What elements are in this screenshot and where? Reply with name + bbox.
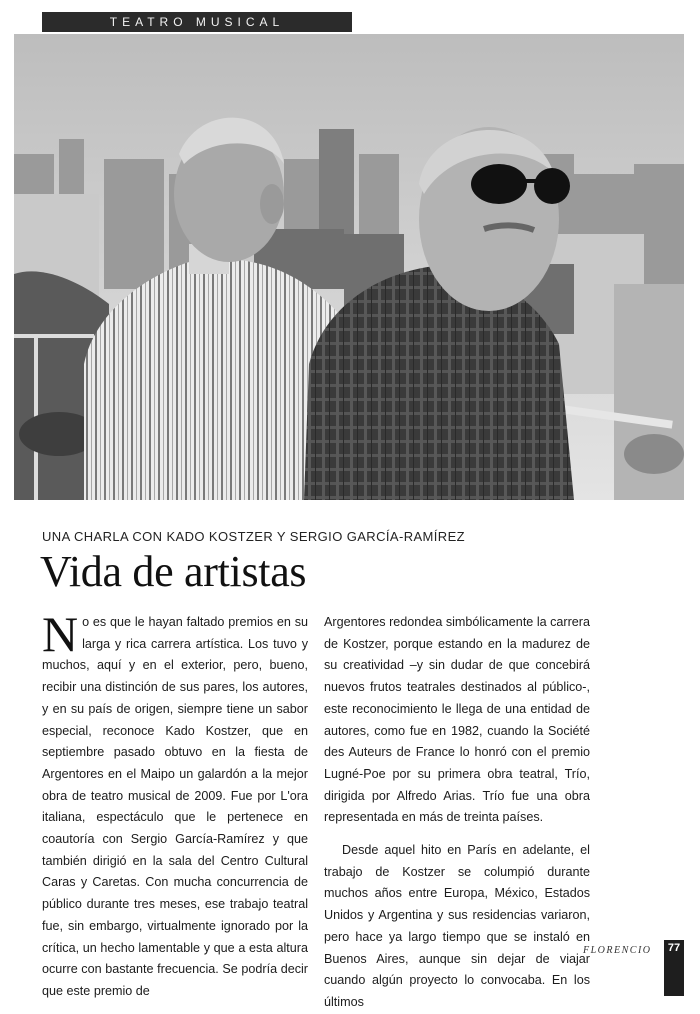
section-label: TEATRO MUSICAL xyxy=(42,12,352,32)
article-column-left xyxy=(42,606,308,1003)
page-edge-bar xyxy=(664,956,684,996)
magazine-brand: FLORENCIO xyxy=(583,945,652,956)
article-paragraph: Argentores redondea simbólicamente la carrera de Kostzer, porque estando en la madurez de su creatividad –y sin dudar de que concebirá nuevos frutos teatrales destinados al público-, este reconocimiento le llega de una entidad de autores, como fue en 1982, cuando la Société des Auteurs de France lo honró con el premio Lugné-Poe por su primera obra teatral, Trío, dirigida por Alfredo Arias. Trío fue una obra representada en más de treinta países. xyxy=(324,615,591,825)
article-paragraph: Desde aquel hito en París en adelante, el trabajo de Kostzer se columpió durante muchos años entre Europa, México, Estados Unidos y Argentina y sus residencias variaron, pero hace ya largo tiempo que se instaló en Buenos Aires, aunque sin dejar de viajar cuando algún proyecto lo convocaba. En los últimos xyxy=(324,843,590,1009)
article-photo xyxy=(14,34,684,500)
article-kicker: UNA CHARLA CON KADO KOSTZER Y SERGIO GARCÍA-RAMÍREZ xyxy=(42,529,465,544)
dropcap: N xyxy=(42,606,79,662)
article-headline: Vida de artistas xyxy=(40,547,307,596)
photo-two-men-rooftop xyxy=(14,34,684,500)
article-paragraph xyxy=(42,606,308,1003)
article-column-right xyxy=(324,612,590,1014)
paragraph-text: o es que le hayan faltado premios en su larga y rica carrera artística. Los tuvo y muchos, aquí y en el exterior, pero, bueno, recibir una distinción de sus pares, los autores, y en su país de origen, siempre tiene un sabor especial, reconoce Kado Kostzer, que en septiembre pasado obtuvo en la fiesta de Argentores en el Maipo un galardón a la mejor obra de teatro musical de 2009. Fue por L'ora italiana, espectáculo que le pertenece en coautoría con Sergio García-Ramírez y que también dirigió en la sala del Centro Cultural Caras y Caretas. Con mucha concurrencia de público durante tres meses, ese trabajo teatral fue, sin embargo, virtualmente ignorado por la crítica, un hecho lamentable y que a esta altura ocurre con bastante frecuencia. Se podría decir que este premio de xyxy=(42,615,308,998)
page-number: 77 xyxy=(664,940,684,956)
